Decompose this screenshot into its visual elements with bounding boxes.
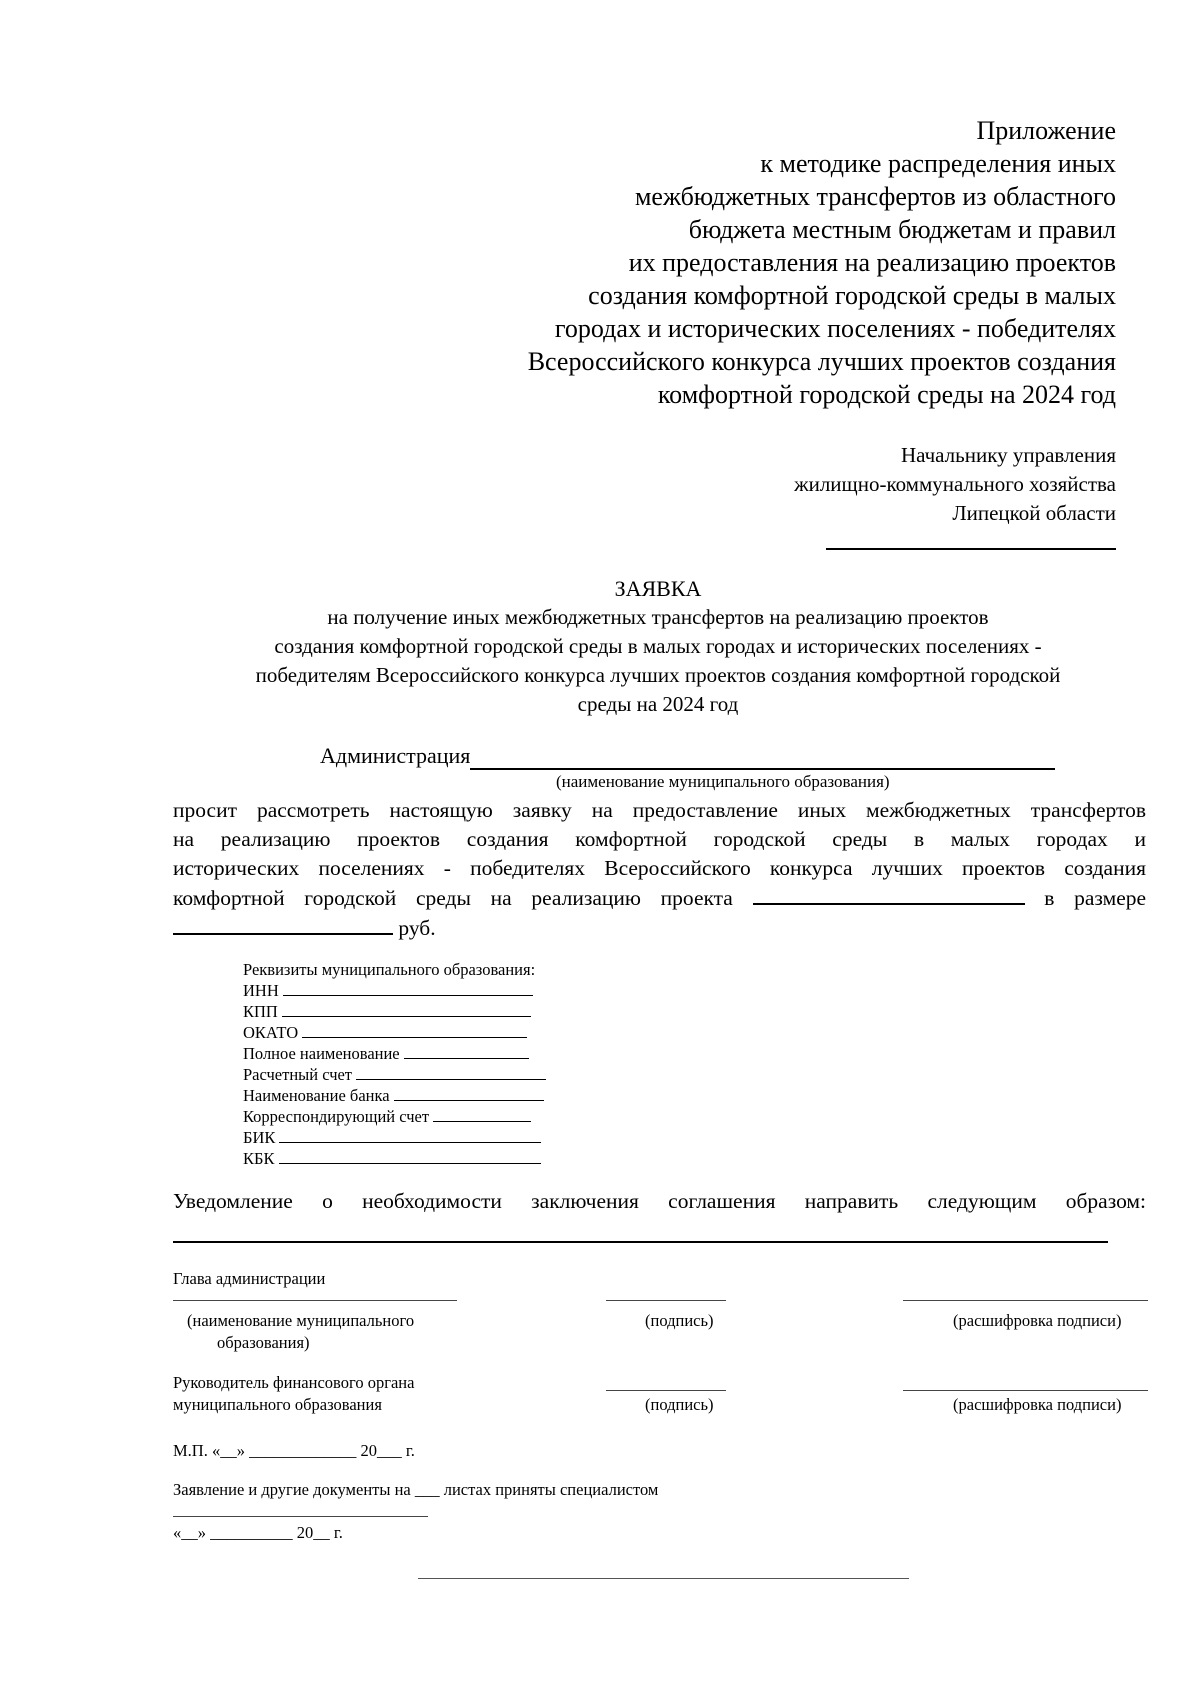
appendix-line: бюджета местным бюджетам и правил <box>688 215 1116 244</box>
documents-accepted-line: Заявление и другие документы на ___ листах приняты специалистом <box>173 1480 659 1499</box>
head-label: Глава администрации <box>173 1269 326 1288</box>
requisite-row <box>243 980 546 1001</box>
finance-label: муниципального образования <box>173 1395 382 1414</box>
acceptance-date-line: «__» __________ 20__ г. <box>173 1523 343 1542</box>
subtitle-line: на получение иных межбюджетных трансфертов на реализацию проектов <box>327 605 989 629</box>
requisite-row <box>243 1022 546 1043</box>
addressee-line: Начальнику управления <box>900 443 1116 467</box>
project-label: комфортной городской среды на реализацию проекта <box>173 886 733 910</box>
notification-method-field[interactable] <box>173 1241 1108 1243</box>
appendix-line: Приложение <box>976 116 1116 145</box>
requisite-field[interactable] <box>404 1044 529 1059</box>
appendix-line: их предоставления на реализацию проектов <box>628 248 1116 277</box>
closing-rule <box>418 1578 909 1579</box>
administration-row <box>320 742 1055 770</box>
requisite-field[interactable] <box>279 1149 541 1164</box>
amount-field[interactable] <box>173 913 393 935</box>
appendix-header <box>528 114 1116 411</box>
requisite-label: Расчетный счет <box>243 1065 353 1084</box>
appendix-line: создания комфортной городской среды в малых <box>588 281 1116 310</box>
addressee-line: жилищно-коммунального хозяйства <box>794 472 1116 496</box>
finance-label: Руководитель финансового органа <box>173 1373 415 1392</box>
signature-hint: (подпись) <box>645 1311 714 1330</box>
addressee-block <box>794 441 1116 550</box>
request-line: исторических поселениях - победителях Всероссийского конкурса лучших проектов создания <box>173 856 1146 880</box>
requisite-row <box>243 1106 546 1127</box>
request-line: просит рассмотреть настоящую заявку на предоставление иных межбюджетных трансфертов <box>173 798 1146 822</box>
mun-name-hint: (наименование муниципального <box>187 1311 415 1330</box>
project-name-field[interactable] <box>753 883 1025 905</box>
document-title: ЗАЯВКА <box>614 576 702 601</box>
mun-name-hint: образования) <box>217 1333 310 1352</box>
decoding-hint: (расшифровка подписи) <box>953 1311 1122 1330</box>
head-mun-name-field[interactable] <box>173 1300 457 1301</box>
request-text <box>173 796 1146 943</box>
requisite-row <box>243 1127 546 1148</box>
requisite-label: КБК <box>243 1149 275 1168</box>
requisite-field[interactable] <box>282 1002 531 1017</box>
specialist-field[interactable] <box>173 1516 428 1517</box>
addressee-line: Липецкой области <box>952 501 1116 525</box>
subtitle-line: среды на 2024 год <box>577 692 739 716</box>
notification-text: Уведомление о необходимости заключения соглашения направить следующим образом: <box>173 1189 1146 1213</box>
request-line <box>173 883 1146 913</box>
requisite-row <box>243 1085 546 1106</box>
decoding-hint: (расшифровка подписи) <box>953 1395 1122 1414</box>
requisite-row <box>243 1043 546 1064</box>
appendix-line: комфортной городской среды на 2024 год <box>657 380 1116 409</box>
requisite-field[interactable] <box>279 1128 541 1143</box>
head-signature-field[interactable] <box>606 1300 726 1301</box>
document-subtitle <box>0 603 1200 719</box>
request-line: на реализацию проектов создания комфортной городской среды в малых городах и <box>173 827 1146 851</box>
appendix-line: городах и исторических поселениях - победителях <box>554 314 1116 343</box>
requisite-label: БИК <box>243 1128 276 1147</box>
requisite-field[interactable] <box>283 981 533 996</box>
subtitle-line: победителям Всероссийского конкурса лучших проектов создания комфортной городской <box>255 663 1061 687</box>
requisite-label: Полное наименование <box>243 1044 400 1063</box>
request-line <box>173 913 1146 943</box>
requisites-title: Реквизиты муниципального образования: <box>243 960 536 979</box>
currency-label: руб. <box>398 916 436 940</box>
head-decoding-field[interactable] <box>903 1300 1148 1301</box>
requisites-block <box>243 959 546 1169</box>
requisite-label: Корреспондирующий счет <box>243 1107 430 1126</box>
requisite-label: ИНН <box>243 981 279 1000</box>
requisite-label: ОКАТО <box>243 1023 299 1042</box>
requisite-field[interactable] <box>356 1065 546 1080</box>
administration-label: Администрация <box>320 743 471 768</box>
requisite-row <box>243 1001 546 1022</box>
requisite-field[interactable] <box>302 1023 527 1038</box>
appendix-line: Всероссийского конкурса лучших проектов создания <box>527 347 1116 376</box>
signature-hint: (подпись) <box>645 1395 714 1414</box>
finance-signature-field[interactable] <box>606 1390 726 1391</box>
requisite-label: КПП <box>243 1002 278 1021</box>
municipality-name-field[interactable] <box>470 744 1055 770</box>
stamp-date-line: М.П. «__» _____________ 20___ г. <box>173 1441 415 1460</box>
requisite-field[interactable] <box>433 1107 531 1122</box>
appendix-line: к методике распределения иных <box>760 149 1116 178</box>
subtitle-line: создания комфортной городской среды в малых городах и исторических поселениях - <box>274 634 1042 658</box>
addressee-name-field[interactable] <box>826 528 1116 550</box>
appendix-line: межбюджетных трансфертов из областного <box>634 182 1116 211</box>
requisite-row <box>243 1148 546 1169</box>
amount-label: в размере <box>1044 886 1147 910</box>
municipality-name-hint: (наименование муниципального образования) <box>556 772 890 791</box>
requisite-field[interactable] <box>394 1086 544 1101</box>
finance-decoding-field[interactable] <box>903 1390 1148 1391</box>
requisite-row <box>243 1064 546 1085</box>
requisite-label: Наименование банка <box>243 1086 390 1105</box>
